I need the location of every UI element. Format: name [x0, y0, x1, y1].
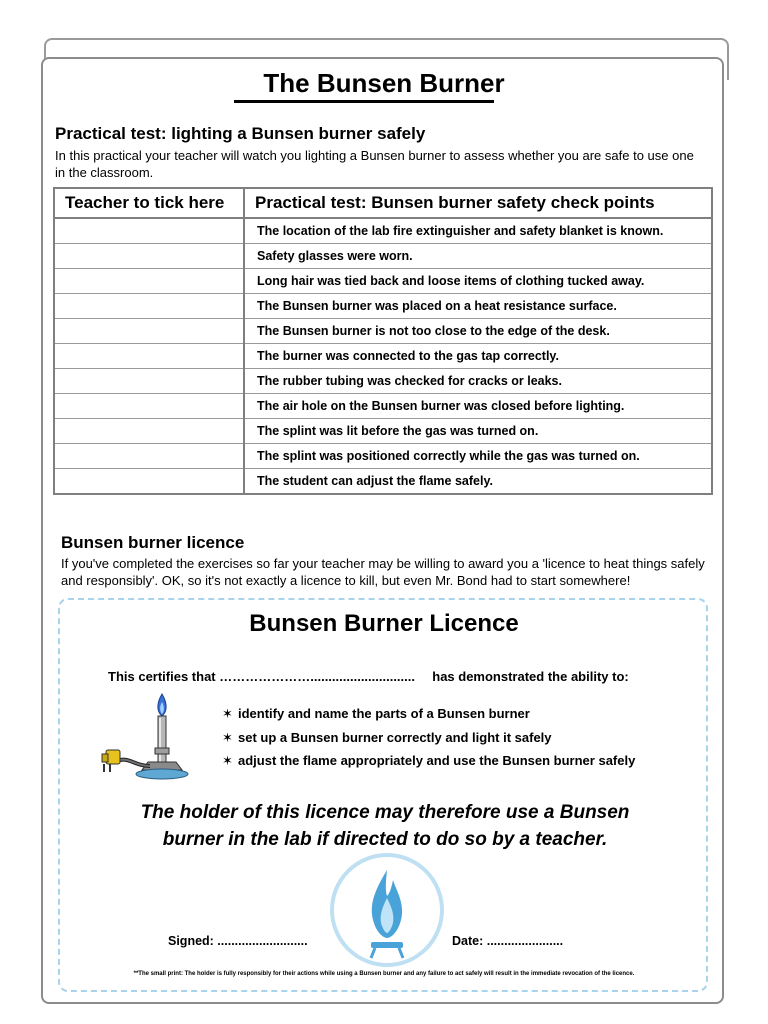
licence-title: Bunsen Burner Licence	[249, 610, 519, 637]
ability-text: identify and name the parts of a Bunsen burner	[238, 706, 530, 721]
page-title: The Bunsen Burner	[263, 68, 505, 98]
table-row	[54, 419, 712, 444]
col-header-points: Practical test: Bunsen burner safety check points	[244, 188, 712, 218]
ability-text: adjust the flame appropriately and use the Bunsen burner safely	[238, 753, 636, 768]
checklist-body	[54, 218, 712, 494]
tick-cell[interactable]	[54, 294, 244, 319]
star-bullet-icon: ✶	[222, 753, 233, 768]
check-point-cell: The student can adjust the flame safely.	[244, 469, 712, 495]
table-row	[54, 444, 712, 469]
check-point-cell: The splint was positioned correctly while the gas was turned on.	[244, 444, 712, 469]
ability-text: set up a Bunsen burner correctly and light it safely	[238, 730, 552, 745]
check-point-cell: The Bunsen burner is not too close to the edge of the desk.	[244, 319, 712, 344]
table-row	[54, 294, 712, 319]
signed-line: Signed: ..........................	[168, 934, 308, 948]
tick-cell[interactable]	[54, 394, 244, 419]
table-row	[54, 369, 712, 394]
col-header-tick: Teacher to tick here	[54, 188, 244, 218]
table-row	[54, 469, 712, 495]
table-row	[54, 319, 712, 344]
tick-cell[interactable]	[54, 344, 244, 369]
small-print: **The small print: The holder is fully responsibly for their actions while using a Bunsen burner and any failure to act safely will result in the immediate revocation of the licence.	[133, 971, 635, 977]
check-point-cell: Long hair was tied back and loose items of clothing tucked away.	[244, 269, 712, 294]
star-bullet-icon: ✶	[222, 706, 233, 721]
holder-line-2: burner in the lab if directed to do so by a teacher.	[162, 829, 608, 850]
holder-statement	[80, 799, 690, 853]
tick-cell[interactable]	[54, 419, 244, 444]
date-line: Date: ......................	[452, 934, 564, 948]
table-row	[54, 394, 712, 419]
demonstrated-text: has demonstrated the ability to:	[432, 669, 629, 684]
tick-cell[interactable]	[54, 269, 244, 294]
check-point-cell: The rubber tubing was checked for cracks or leaks.	[244, 369, 712, 394]
table-row	[54, 218, 712, 244]
check-point-cell: The splint was lit before the gas was turned on.	[244, 419, 712, 444]
flame-seal-icon	[325, 852, 449, 970]
tick-cell[interactable]	[54, 369, 244, 394]
table-row	[54, 344, 712, 369]
holder-line-1: The holder of this licence may therefore use a Bunsen	[140, 802, 630, 823]
tick-cell[interactable]	[54, 469, 244, 495]
practical-heading: Practical test: lighting a Bunsen burner safely	[55, 124, 426, 143]
table-row	[54, 269, 712, 294]
table-row	[54, 244, 712, 269]
bunsen-burner-illustration	[96, 688, 202, 784]
ability-item	[222, 730, 552, 746]
certifies-text: This certifies that ………………….............................	[108, 669, 415, 684]
check-point-cell: Safety glasses were worn.	[244, 244, 712, 269]
ability-item	[222, 706, 530, 722]
practical-intro: In this practical your teacher will watch you lighting a Bunsen burner to assess whether you are safe to use one in the classroom.	[55, 148, 694, 180]
check-point-cell: The location of the lab fire extinguisher and safety blanket is known.	[244, 218, 712, 244]
check-point-cell: The burner was connected to the gas tap correctly.	[244, 344, 712, 369]
tick-cell[interactable]	[54, 444, 244, 469]
tick-cell[interactable]	[54, 244, 244, 269]
check-point-cell: The air hole on the Bunsen burner was closed before lighting.	[244, 394, 712, 419]
check-point-cell: The Bunsen burner was placed on a heat resistance surface.	[244, 294, 712, 319]
title-underline	[234, 100, 494, 103]
licence-intro: If you've completed the exercises so far your teacher may be willing to award you a 'licence to heat things safely and responsibly'. OK, so it's not exactly a licence to kill, but even Mr. Bond had to start somewhere!	[61, 556, 705, 588]
table-header-row	[54, 188, 712, 218]
licence-heading: Bunsen burner licence	[61, 533, 245, 552]
tick-cell[interactable]	[54, 319, 244, 344]
safety-checklist-table	[53, 187, 713, 495]
certifies-line	[108, 669, 728, 684]
tick-cell[interactable]	[54, 218, 244, 244]
ability-item	[222, 753, 635, 769]
star-bullet-icon: ✶	[222, 730, 233, 745]
